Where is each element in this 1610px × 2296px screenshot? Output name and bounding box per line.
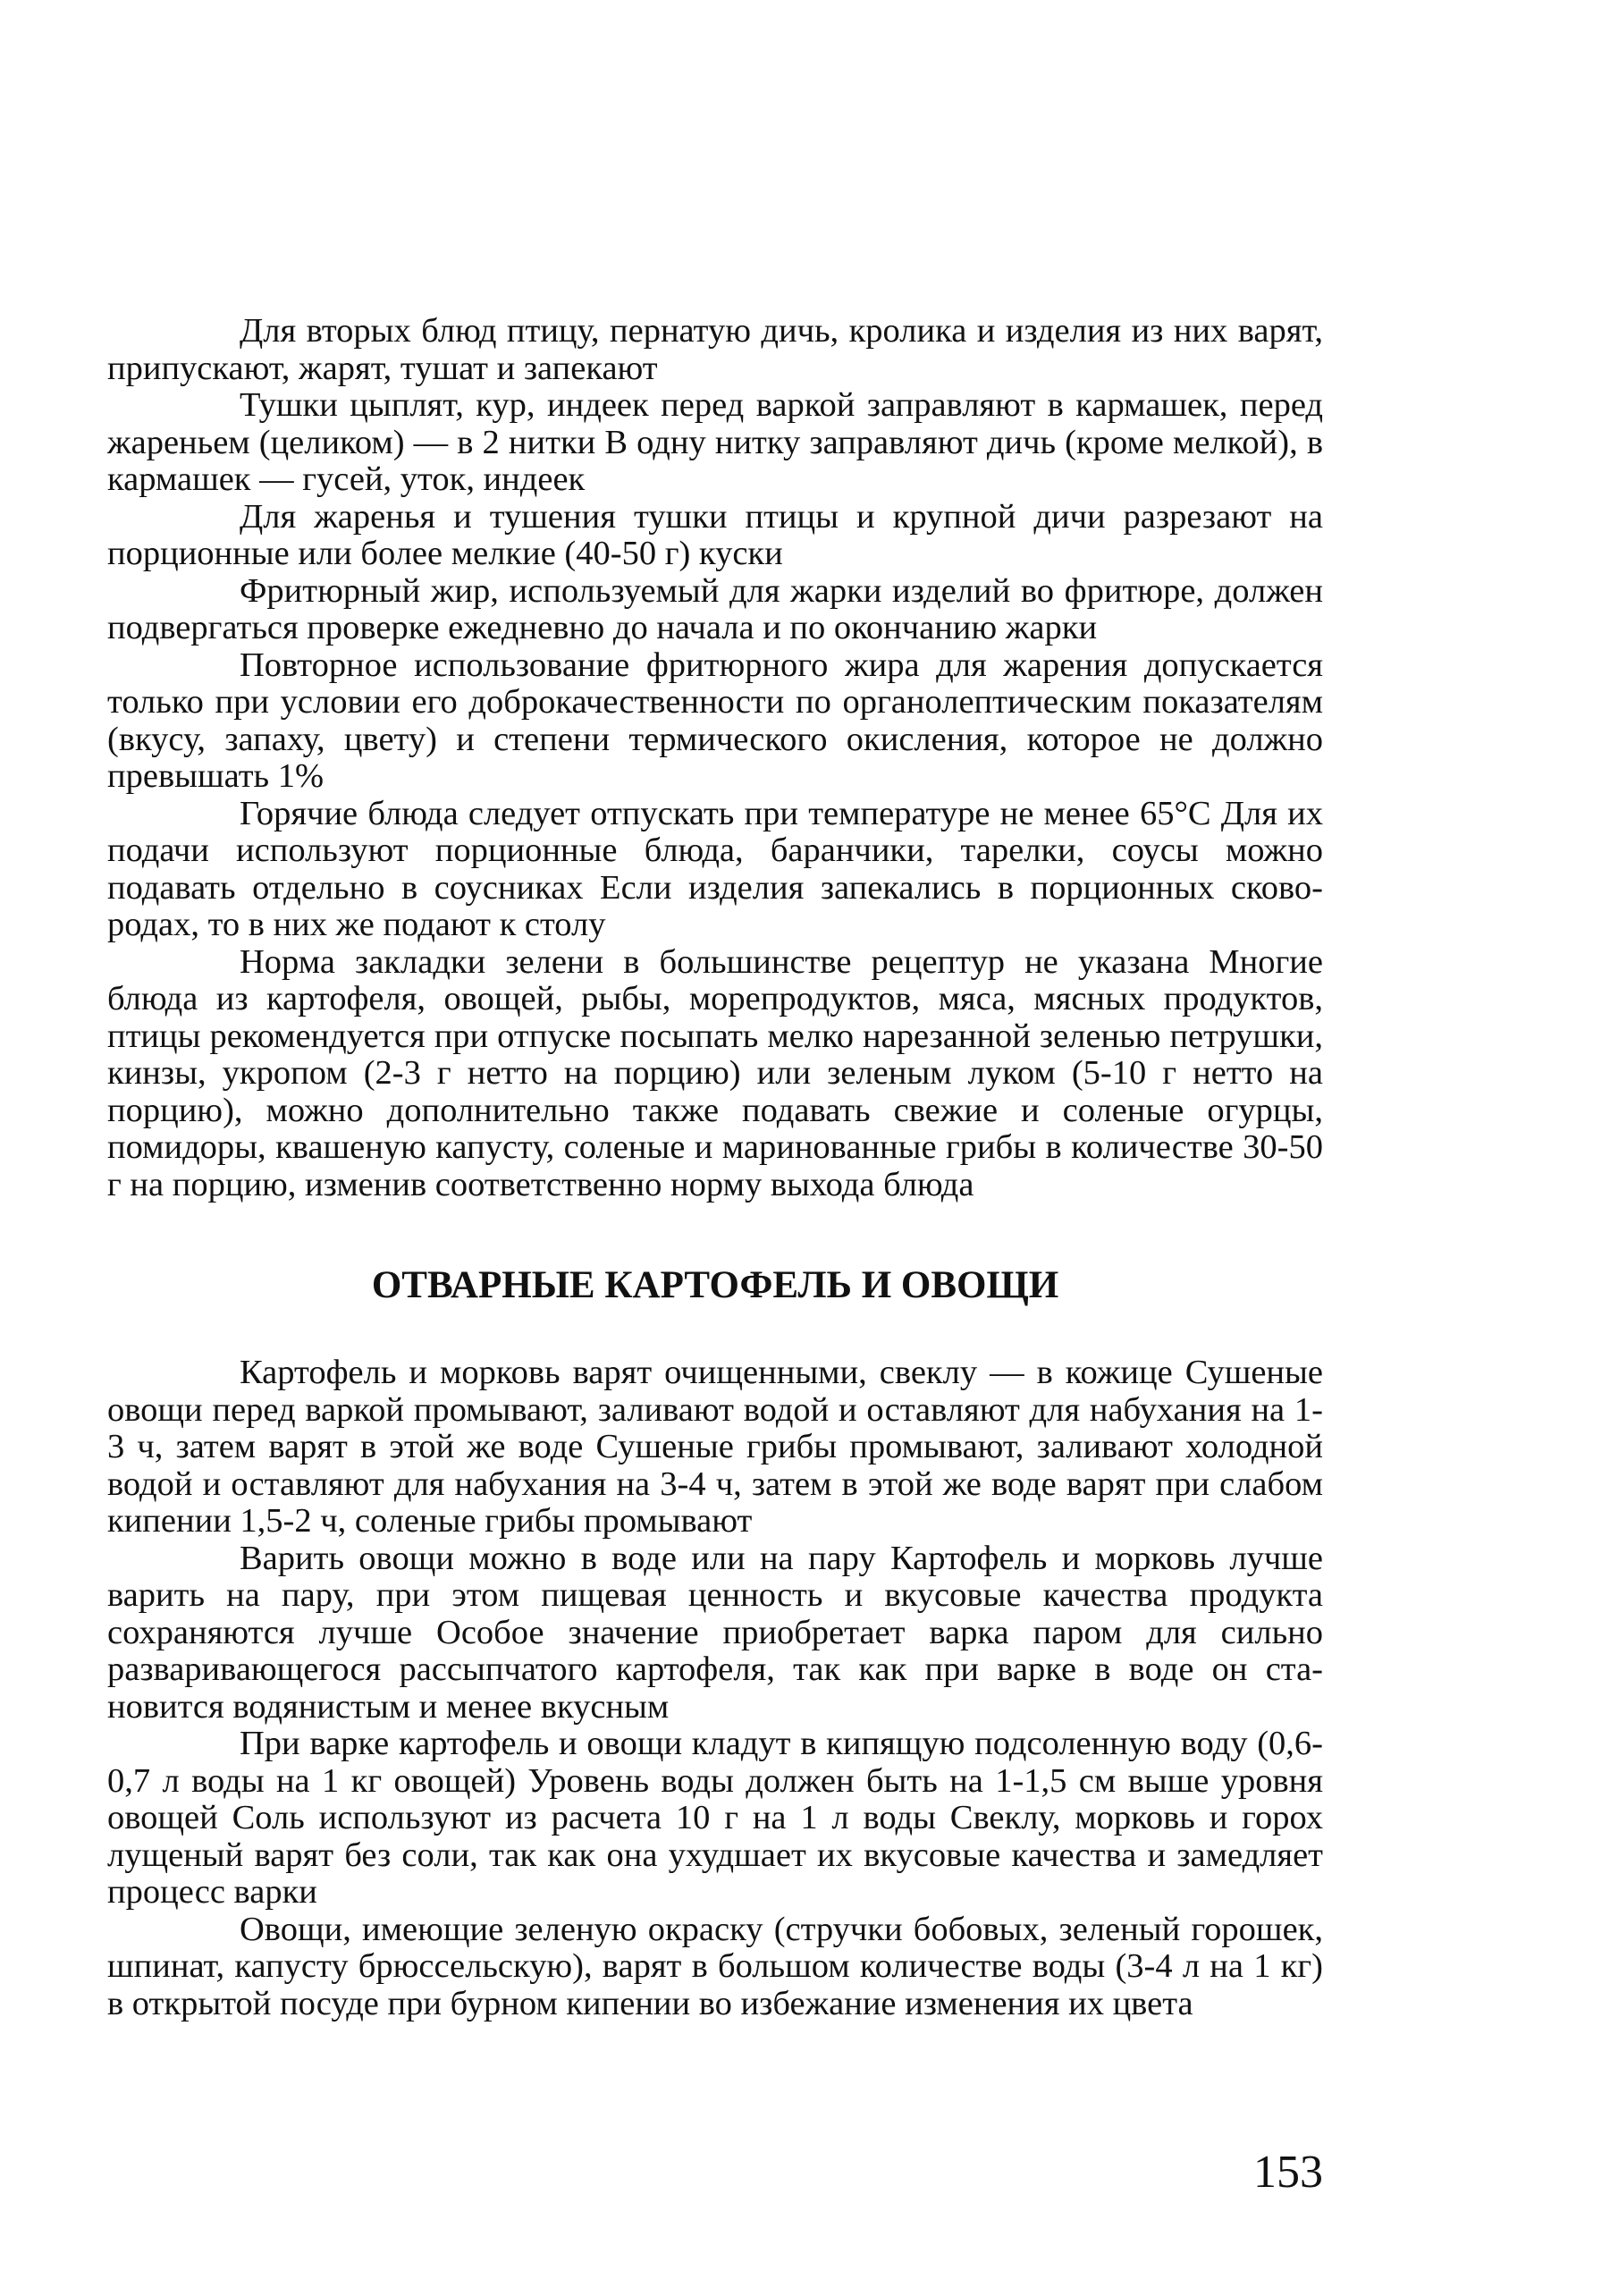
paragraph: Повторное использование фритюрного жира для жарения допускается только при условии его доброкачественности по органолептическим показателям (вкусу, запаху, цвету) и степени термического окисления, которое не должно превышать 1% bbox=[107, 646, 1323, 795]
paragraph: При варке картофель и овощи кладут в кипящую подсоленную воду (0,6-0,7 л воды на 1 кг овощей) Уровень воды должен быть на 1-1,5 см выше уровня овощей Соль используют из расчета 10 г на 1 л воды Свеклу, морковь и горох лущеный варят без соли, так как она ухудшает их вкусовые качества и замедляет процесс варки bbox=[107, 1725, 1323, 1911]
text-block-bottom bbox=[107, 1355, 1323, 2022]
paragraph: Горячие блюда следует отпускать при температуре не менее 65°С Для их подачи используют порционные блюда, баранчики, тарелки, соусы можно подавать отдельно в соусниках Если изделия запекались в порционных сковородах, то в них же подают к столу bbox=[107, 794, 1323, 943]
page-number: 153 bbox=[1253, 2147, 1323, 2198]
text-block-top bbox=[107, 313, 1323, 1203]
paragraph: Фритюрный жир, используемый для жарки изделий во фритюре, должен подвергаться проверке ежедневно до начала и по окончанию жарки bbox=[107, 571, 1323, 646]
paragraph: Овощи, имеющие зеленую окраску (стручки бобовых, зеленый горошек, шпинат, капусту брюссельскую), варят в большом количестве воды (3-4 л на 1 кг) в открытой посуде при бурном кипении во избежание изменения их цвета bbox=[107, 1910, 1323, 2022]
paragraph: Норма закладки зелени в большинстве рецептур не указана Многие блюда из картофеля, овощей, рыбы, морепродуктов, мяса, мясных продуктов, птицы рекомендуется при отпуске посыпать мелко нарезанной зеленью петрушки, кинзы, укропом (2-3 г нетто на порцию) или зеленым луком (5-10 г нетто на порцию), можно дополнительно также подавать свежие и соленые огурцы, помидоры, квашеную капусту, соленые и маринованные грибы в количестве 30-50 г на порцию, изменив соответственно норму выхода блюда bbox=[107, 942, 1323, 1203]
paragraph: Тушки цыплят, кур, индеек перед варкой заправляют в кармашек, перед жареньем (целиком) — в 2 нитки В одну нитку заправляют дичь (кроме мелкой), в кармашек — гусей, уток, индеек bbox=[107, 386, 1323, 498]
paragraph: Для вторых блюд птицу, пернатую дичь, кролика и изделия из них варят, припускают, жарят, тушат и запекают bbox=[107, 312, 1323, 387]
paragraph: Картофель и морковь варят очищенными, свеклу — в кожице Сушеные овощи перед варкой промывают, заливают водой и оставляют для набухания на 1-3 ч, затем варят в этой же воде Сушеные грибы промывают, заливают холодной водой и оставляют для набухания на 3-4 ч, затем в этой же воде варят при слабом кипении 1,5-2 ч, соленые грибы промывают bbox=[107, 1354, 1323, 1540]
paragraph: Варить овощи можно в воде или на пару Картофель и морковь лучше варить на пару, при этом пищевая ценность и вкусовые качества продукта сохраняются лучше Особое значение приобретает варка паром для сильно разваривающегося рассыпчатого картофеля, так как при варке в воде он становится водянистым и менее вкусным bbox=[107, 1539, 1323, 1726]
paragraph: Для жаренья и тушения тушки птицы и крупной дичи разрезают на порционные или более мелкие (40-50 г) куски bbox=[107, 497, 1323, 572]
section-heading: ОТВАРНЫЕ КАРТОФЕЛЬ И ОВОЩИ bbox=[371, 1264, 1059, 1306]
